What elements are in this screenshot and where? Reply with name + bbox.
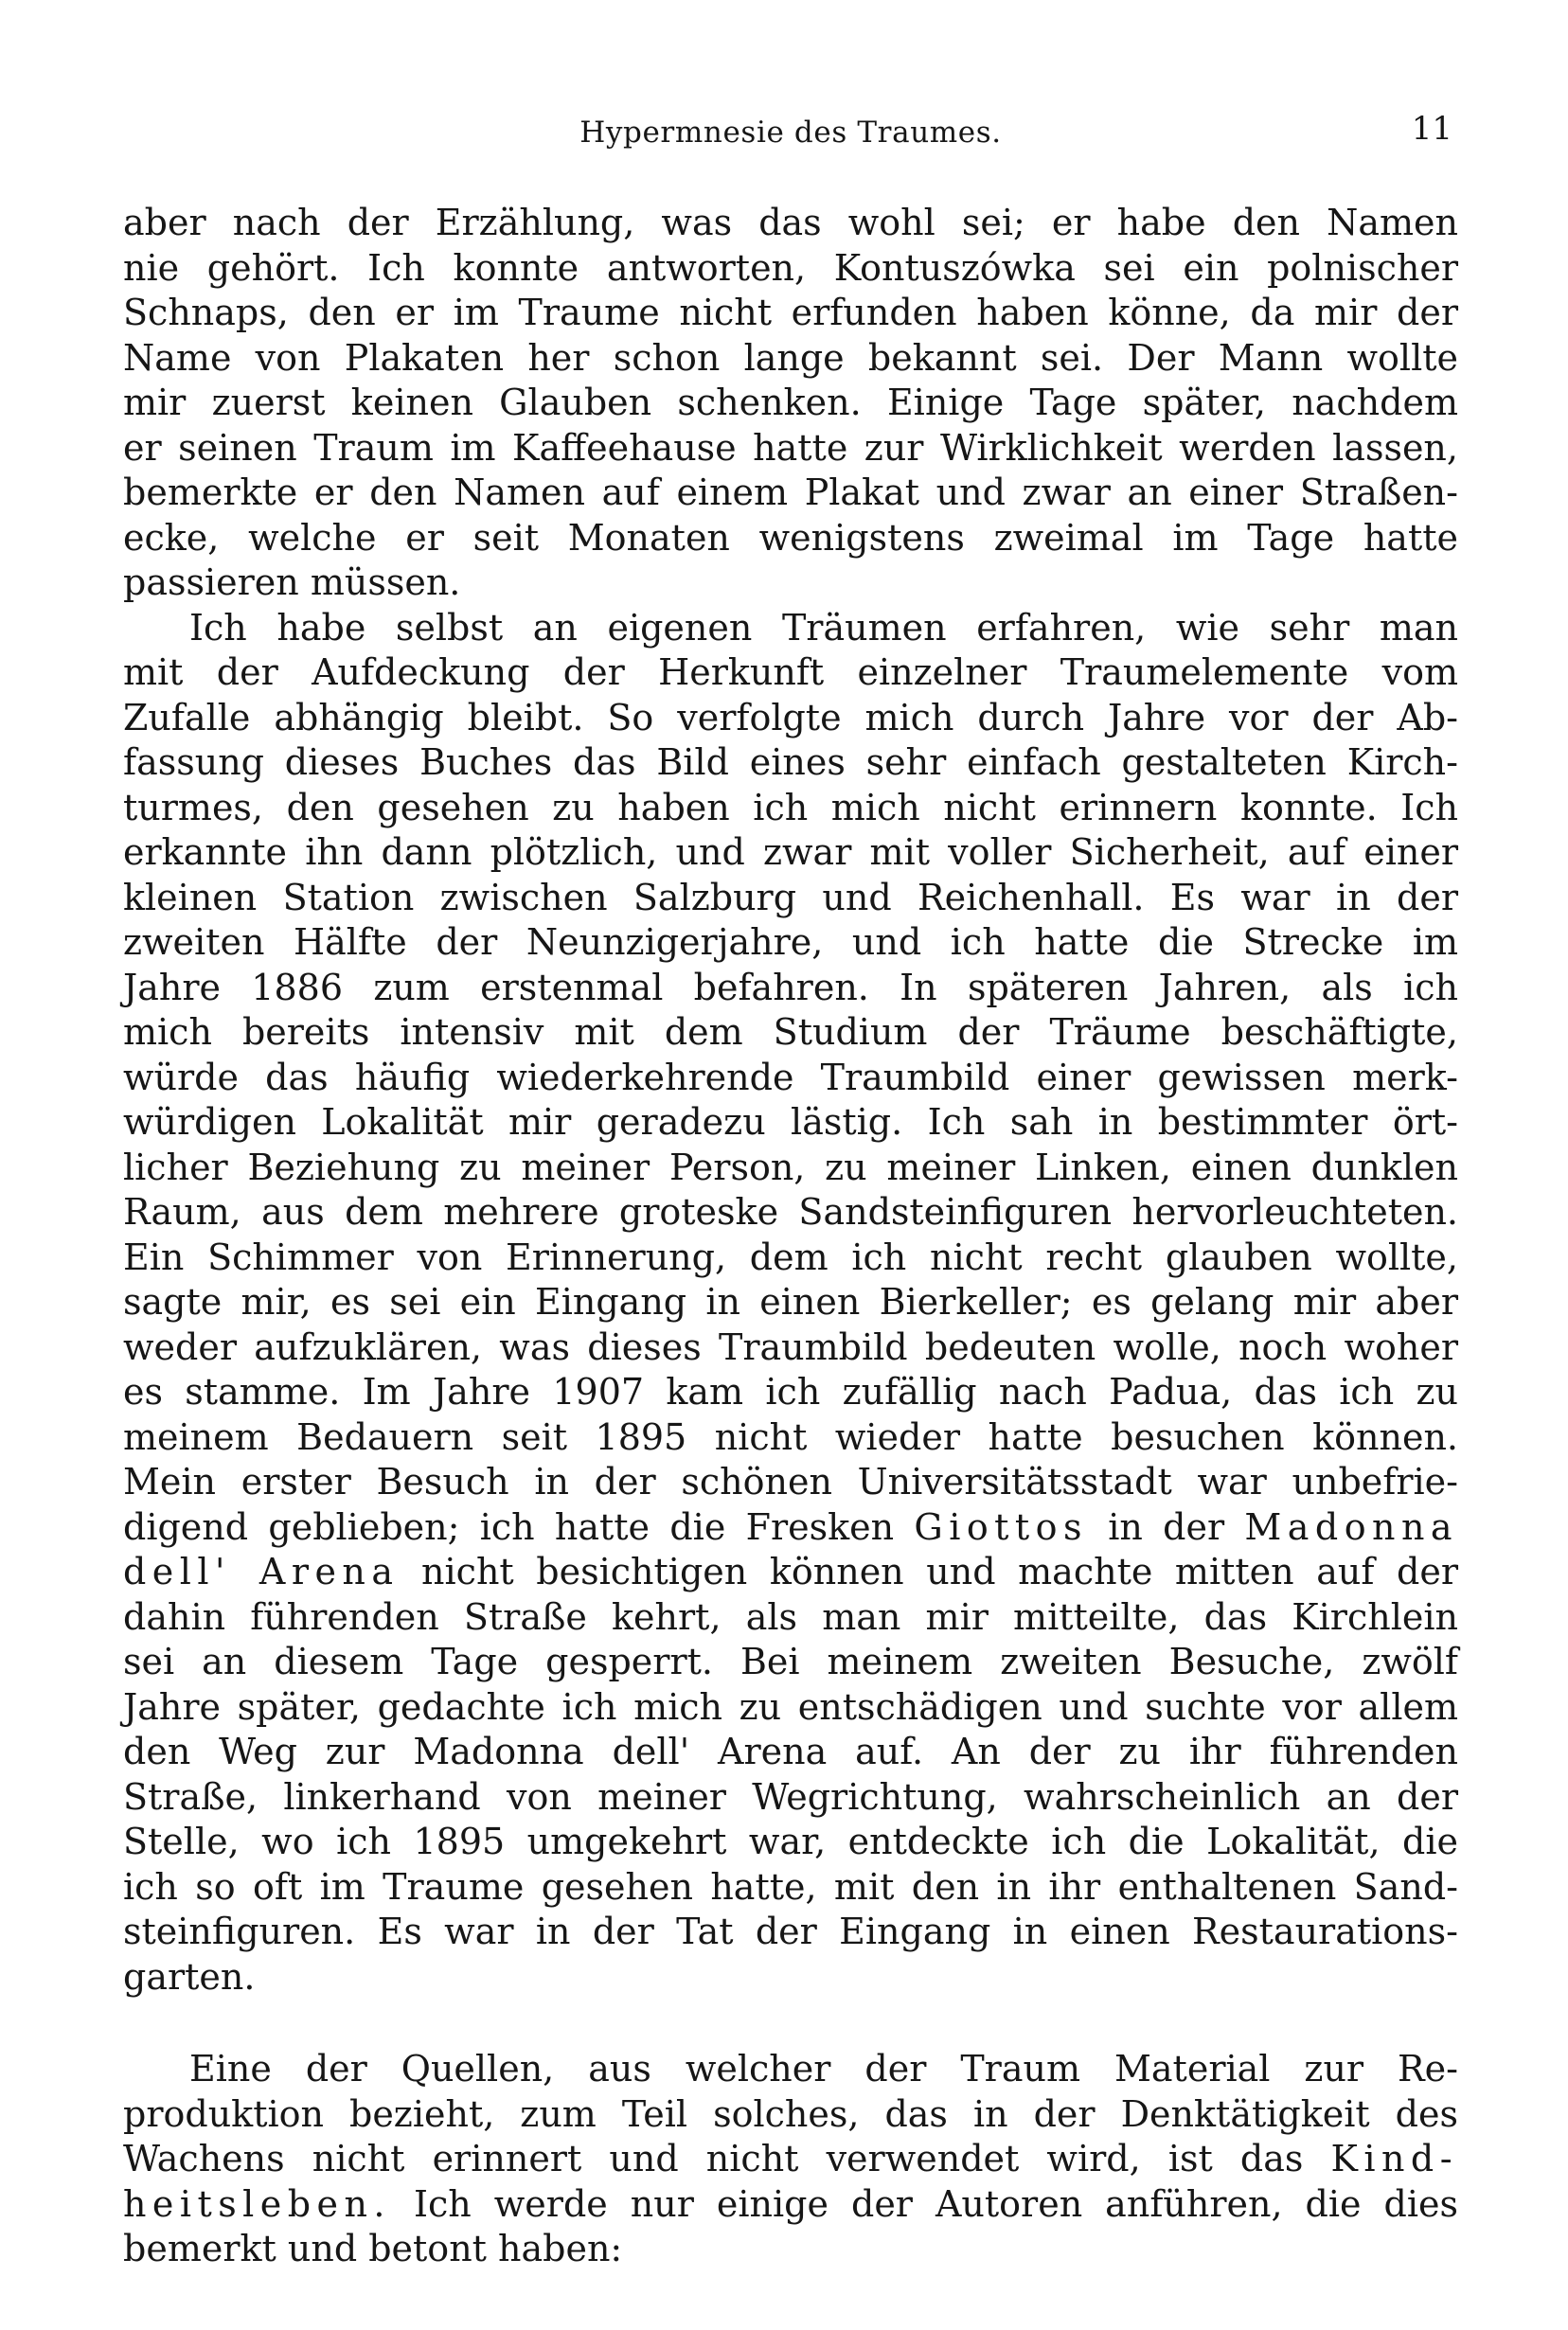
text-line	[123, 1775, 1458, 1821]
text-segment: Stelle, wo ich 1895 umgekehrt war, entdeckte ich die Lokalität, die	[123, 1821, 1458, 1862]
text-segment: fassung dieses Buches das Bild eines sehr einfach gestalteten Kirch-	[123, 741, 1458, 783]
text-segment: bemerkt und betont haben:	[123, 2228, 623, 2269]
running-header	[123, 110, 1458, 157]
text-segment: sagte mir, es sei ein Eingang in einen Bierkeller; es gelang mir aber	[123, 1281, 1458, 1323]
text-segment: Eine der Quellen, aus welcher der Traum Material zur Re-	[189, 2048, 1458, 2090]
text-line	[123, 1550, 1458, 1595]
text-segment: ecke, welche er seit Monaten wenigstens zweimal im Tage hatte	[123, 516, 1458, 559]
text-segment: turmes, den gesehen zu haben ich mich nicht erinnern konnte. Ich	[123, 786, 1458, 828]
emphasized-spaced-text: Giottos	[914, 1505, 1088, 1548]
text-segment: Straße, linkerhand von meiner Wegrichtung, wahrscheinlich an der	[123, 1775, 1458, 1818]
text-line	[123, 2182, 1458, 2228]
text-line	[123, 920, 1458, 966]
text-line	[123, 1685, 1458, 1731]
emphasized-spaced-text: Madonna	[1244, 1505, 1459, 1548]
text-segment: mit der Aufdeckung der Herkunft einzelner Traumelemente vom	[123, 651, 1458, 693]
paragraph	[123, 201, 1458, 606]
text-segment: passieren müssen.	[123, 561, 461, 603]
text-line	[123, 246, 1458, 292]
text-line	[123, 1056, 1458, 1101]
text-segment: nie gehört. Ich konnte antworten, Kontuszówka sei ein polnischer	[123, 246, 1458, 289]
emphasized-spaced-text: heitsleben.	[123, 2182, 391, 2225]
text-line	[123, 1910, 1458, 1955]
text-line	[123, 1325, 1458, 1371]
text-segment: mir zuerst keinen Glauben schenken. Einige Tage später, nachdem	[123, 382, 1458, 423]
text-line	[123, 2137, 1458, 2182]
text-line	[123, 201, 1458, 246]
text-line	[123, 1505, 1458, 1551]
text-segment: produktion bezieht, zum Teil solches, das in der Denktätigkeit des	[123, 2092, 1458, 2135]
text-line	[123, 966, 1458, 1011]
text-line	[123, 1100, 1458, 1146]
text-segment: Jahre 1886 zum erstenmal befahren. In späteren Jahren, als ich	[123, 966, 1458, 1008]
text-line	[123, 876, 1458, 921]
text-line	[123, 336, 1458, 382]
text-segment: er seinen Traum im Kaffeehause hatte zur Wirklichkeit werden lassen,	[123, 426, 1458, 469]
page-number: 11	[1411, 110, 1452, 148]
text-line	[123, 1236, 1458, 1281]
text-block	[123, 201, 1458, 2272]
text-line	[123, 1415, 1458, 1461]
paragraph	[123, 606, 1458, 2001]
text-segment: nicht besichtigen können und machte mitten auf der	[399, 1551, 1458, 1592]
text-segment: garten.	[123, 1955, 256, 1998]
text-line	[123, 516, 1458, 561]
text-line	[123, 2092, 1458, 2138]
text-segment: Name von Plakaten her schon lange bekannt sei. Der Mann wollte	[123, 336, 1458, 379]
text-line	[123, 2047, 1458, 2092]
text-segment: Zufalle abhängig bleibt. So verfolgte mich durch Jahre vor der Ab-	[123, 696, 1458, 738]
text-line	[123, 381, 1458, 426]
text-segment: digend geblieben; ich hatte die Fresken	[123, 1505, 915, 1548]
text-segment: Wachens nicht erinnert und nicht verwendet wird, ist das	[123, 2138, 1331, 2179]
text-line	[123, 1370, 1458, 1415]
text-line	[123, 1280, 1458, 1325]
text-line	[123, 2227, 1458, 2272]
text-segment: zweiten Hälfte der Neunzigerjahre, und ich hatte die Strecke im	[123, 921, 1458, 963]
text-line	[123, 1865, 1458, 1911]
text-segment: dahin führenden Straße kehrt, als man mir mitteilte, das Kirchlein	[123, 1595, 1458, 1638]
text-segment: Ein Schimmer von Erinnerung, dem ich nicht recht glauben wollte,	[123, 1236, 1458, 1278]
text-line	[123, 471, 1458, 516]
text-segment: aber nach der Erzählung, was das wohl sei; er habe den Namen	[123, 202, 1458, 243]
text-segment: meinem Bedauern seit 1895 nicht wieder hatte besuchen können.	[123, 1415, 1458, 1458]
text-line	[123, 830, 1458, 876]
text-segment: kleinen Station zwischen Salzburg und Reichenhall. Es war in der	[123, 876, 1458, 918]
text-segment: es stamme. Im Jahre 1907 kam ich zufällig nach Padua, das ich zu	[123, 1371, 1458, 1413]
emphasized-spaced-text: Kind-	[1330, 2138, 1458, 2179]
text-segment: sei an diesem Tage gesperrt. Bei meinem zweiten Besuche, zwölf	[123, 1641, 1458, 1682]
text-line	[123, 1460, 1458, 1505]
text-line	[123, 1010, 1458, 1056]
text-segment: den Weg zur Madonna dell' Arena auf. An der zu ihr führenden	[123, 1731, 1458, 1772]
text-segment: Mein erster Besuch in der schönen Universitätsstadt war unbefrie-	[123, 1461, 1458, 1503]
text-line	[123, 1955, 1458, 2001]
text-line	[123, 1640, 1458, 1685]
text-line	[123, 291, 1458, 336]
text-segment: Jahre später, gedachte ich mich zu entschädigen und suchte vor allem	[123, 1685, 1458, 1728]
text-segment: würdigen Lokalität mir geradezu lästig. Ich sah in bestimmter ört-	[123, 1101, 1458, 1143]
text-segment: erkannte ihn dann plötzlich, und zwar mit voller Sicherheit, auf einer	[123, 831, 1458, 873]
text-line	[123, 696, 1458, 741]
text-line	[123, 1146, 1458, 1191]
paragraph	[123, 2047, 1458, 2272]
text-segment: mich bereits intensiv mit dem Studium der Träume beschäftigte,	[123, 1011, 1458, 1053]
text-line	[123, 606, 1458, 651]
text-segment: Schnaps, den er im Traume nicht erfunden haben könne, da mir der	[123, 292, 1458, 333]
text-line	[123, 560, 1458, 606]
text-line	[123, 650, 1458, 696]
text-line	[123, 1595, 1458, 1641]
text-segment: steinfiguren. Es war in der Tat der Eingang in einen Restaurations-	[123, 1911, 1458, 1952]
emphasized-spaced-text: dell' Arena	[123, 1551, 400, 1592]
text-segment: Ich werde nur einige der Autoren anführen, die dies	[390, 2182, 1458, 2225]
text-line	[123, 1730, 1458, 1775]
running-header-title: Hypermnesie des Traumes.	[579, 116, 1002, 150]
text-line	[123, 1820, 1458, 1865]
text-line	[123, 426, 1458, 471]
text-segment: ich so oft im Traume gesehen hatte, mit den in ihr enthaltenen Sand-	[123, 1865, 1458, 1908]
text-line	[123, 740, 1458, 786]
text-segment: weder aufzuklären, was dieses Traumbild bedeuten wolle, noch woher	[123, 1325, 1458, 1368]
text-segment: Raum, aus dem mehrere groteske Sandsteinfiguren hervorleuchteten.	[123, 1191, 1458, 1233]
text-segment: in der	[1087, 1505, 1245, 1548]
text-segment: Ich habe selbst an eigenen Träumen erfahren, wie sehr man	[189, 606, 1458, 649]
text-segment: bemerkte er den Namen auf einem Plakat und zwar an einer Straßen-	[123, 471, 1458, 513]
text-segment: licher Beziehung zu meiner Person, zu meiner Linken, einen dunklen	[123, 1146, 1458, 1188]
text-line	[123, 1190, 1458, 1236]
text-line	[123, 786, 1458, 831]
text-segment: würde das häufig wiederkehrende Traumbild einer gewissen merk-	[123, 1056, 1458, 1098]
